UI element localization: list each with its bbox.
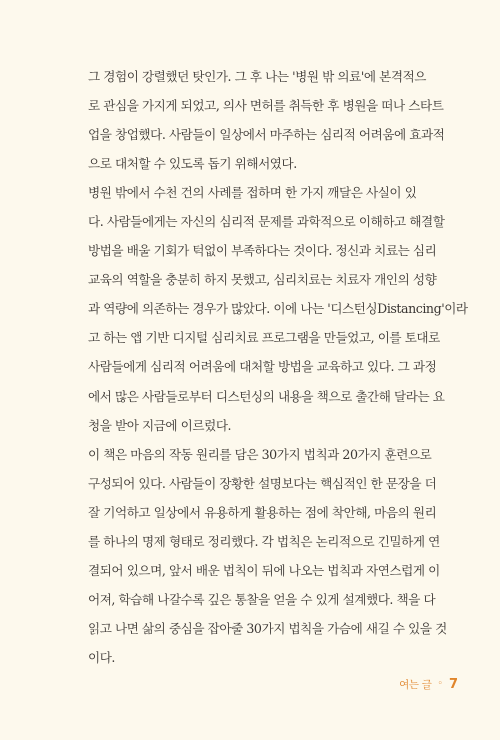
- body-line: 고 하는 앱 기반 디지털 심리치료 프로그램을 만들었고, 이를 토대로: [88, 330, 440, 346]
- body-line: 업을 창업했다. 사람들이 일상에서 마주하는 심리적 어려움에 효과적: [88, 127, 445, 143]
- body-line: 병원 밖에서 수천 건의 사례를 접하며 한 가지 깨달은 사실이 있: [88, 185, 417, 201]
- body-line: 읽고 나면 삶의 중심을 잡아줄 30가지 법칙을 가슴에 새길 수 있을 것: [88, 620, 447, 636]
- body-line: 다. 사람들에게는 자신의 심리적 문제를 과학적으로 이해하고 해결할: [88, 214, 445, 230]
- body-line: 이 책은 마음의 작동 원리를 담은 30가지 법칙과 20가지 훈련으로: [88, 446, 432, 462]
- body-line: 과 역량에 의존하는 경우가 많았다. 이에 나는 '디스턴싱Distancing'이라: [88, 301, 468, 317]
- page-number: 7: [448, 676, 458, 692]
- body-line: 이다.: [88, 649, 115, 665]
- section-title: 여는 글: [399, 678, 432, 691]
- body-line: 청을 받아 지금에 이르렀다.: [88, 417, 232, 433]
- body-line: 결되어 있으며, 앞서 배운 법칙이 뒤에 나오는 법칙과 자연스럽게 이: [88, 562, 440, 578]
- body-line: 에서 많은 사람들로부터 디스턴싱의 내용을 책으로 출간해 달라는 요: [88, 388, 445, 404]
- body-line: 방법을 배울 기회가 턱없이 부족하다는 것이다. 정신과 치료는 심리: [88, 243, 437, 259]
- body-line: 로 관심을 가지게 되었고, 의사 면허를 취득한 후 병원을 떠나 스타트: [88, 98, 444, 114]
- separator-dot-icon: ◦: [437, 679, 443, 689]
- body-line: 를 하나의 명제 형태로 정리했다. 각 법칙은 논리적으로 긴밀하게 연: [88, 533, 440, 549]
- body-line: 사람들에게 심리적 어려움에 대처할 방법을 교육하고 있다. 그 과정: [88, 359, 437, 375]
- body-line: 어져, 학습해 나갈수록 깊은 통찰을 얻을 수 있게 설계했다. 책을 다: [88, 591, 436, 607]
- body-line: 으로 대처할 수 있도록 돕기 위해서였다.: [88, 156, 297, 172]
- body-line: 잘 기억하고 일상에서 유용하게 활용하는 점에 착안해, 마음의 원리: [88, 504, 437, 520]
- page-footer: [399, 674, 458, 694]
- body-line: 구성되어 있다. 사람들이 장황한 설명보다는 핵심적인 한 문장을 더: [88, 475, 437, 491]
- body-line: 그 경험이 강렬했던 탓인가. 그 후 나는 '병원 밖 의료'에 본격적으: [88, 69, 426, 84]
- body-line: 교육의 역할을 충분히 하지 못했고, 심리치료는 치료자 개인의 성향: [88, 272, 437, 288]
- body-text: [88, 62, 468, 672]
